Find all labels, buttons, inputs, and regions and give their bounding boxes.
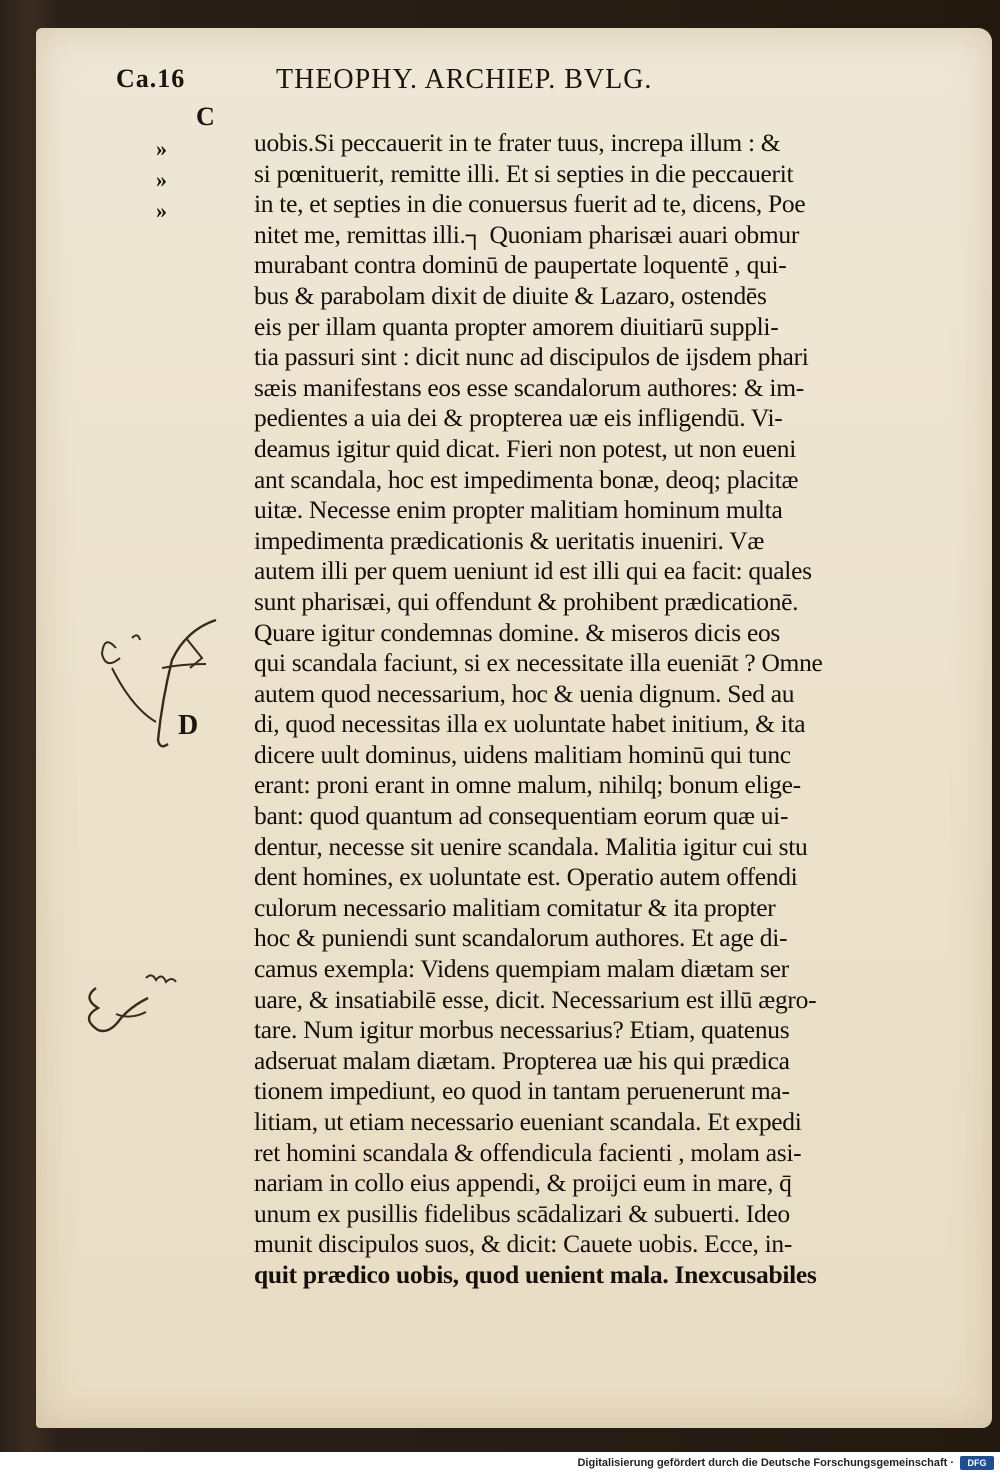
text-line: si pœnituerit, remitte illi. Et si septies in die peccauerit [254,158,794,188]
text-line: qui scandala faciunt, si ex necessitate illa eueniāt ? Omne [254,648,823,678]
text-line: di, quod necessitas illa ex uoluntate habet initium, & ita [254,709,806,739]
book-page [36,28,992,1428]
text-line: dentur, necesse sit uenire scandala. Malitia igitur cui stu [254,831,808,861]
text-line: ret homini scandala & offendicula facienti , molam asi- [254,1137,802,1167]
text-line: tare. Num igitur morbus necessarius? Etiam, quatenus [254,1015,790,1045]
chapter-number: Ca.16 [116,64,186,93]
quote-mark-1: » [156,136,167,161]
text-line: dicere uult dominus, uidens malitiam hominū qui tunc [254,739,791,769]
text-line: pedientes a uia dei & propterea uæ eis infligendū. Vi- [254,403,783,433]
text-line: uare, & insatiabilē esse, dicit. Necessarium est illū ægro- [254,984,817,1014]
text-line: Quare igitur condemnas domine. & miseros dicis eos [254,617,781,647]
dfg-credit-text: Digitalisierung gefördert durch die Deutsche Forschungsgemeinschaft · [577,1457,954,1469]
text-line: in te, et septies in die conuersus fuerit ad te, dicens, Poe [254,189,806,219]
text-line: culorum necessario malitiam comitatur & ita propter [254,892,776,922]
text-line: bant: quod quantum ad consequentiam eorum quæ ui- [254,801,789,831]
text-line: sæis manifestans eos esse scandalorum authores: & im- [254,372,804,402]
text-line: quit prædico uobis, quod uenient mala. Inexcusabiles [254,1259,817,1289]
handwritten-bracket-annotation [76,608,256,758]
text-line: ant scandala, hoc est impedimenta bonæ, deoq; placitæ [254,464,799,494]
text-line: camus exempla: Videns quempiam malam diætam ser [254,954,789,984]
margin-initial-d: D [178,710,199,741]
text-line: eis per illam quanta propter amorem diuitiarū suppli- [254,311,779,341]
margin-initial-c: C [196,102,215,131]
text-line: tionem impediunt, eo quod in tantam peruenerunt ma- [254,1076,790,1106]
text-line: uobis.Si peccauerit in te frater tuus, increpa illum : & [254,128,781,157]
quote-mark-3: » [156,198,167,223]
text-line: sunt pharisæi, qui offendunt & prohibent prædicationē. [254,586,799,616]
text-line: deamus igitur quid dicat. Fieri non potest, ut non eueni [254,433,796,463]
text-line: nariam in collo eius appendi, & proijci eum in mare, q̄ [254,1168,792,1198]
text-line: hoc & puniendi sunt scandalorum authores. Et age di- [254,923,788,953]
text-line: dent homines, ex uoluntate est. Operatio autem offendi [254,862,798,892]
text-line: uitæ. Necesse enim propter malitiam hominum multa [254,495,783,525]
dfg-logo: DFG [960,1456,994,1470]
text-line: nitet me, remittas illi.┐ Quoniam pharisæi auari obmur [254,219,800,249]
text-line: litiam, ut etiam necessario eueniant scandala. Et expedi [254,1107,802,1136]
text-line: autem quod necessarium, hoc & uenia dignum. Sed au [254,678,795,708]
text-line: tia passuri sint : dicit nunc ad discipulos de ijsdem phari [254,342,809,372]
text-line: murabant contra dominū de paupertate loquentē , qui- [254,250,787,280]
text-line: autem illi per quem ueniunt id est illi qui ea facit: quales [254,556,812,586]
text-line: erant: proni erant in omne malum, nihilq; bonum elige- [254,770,801,800]
quote-mark-2: » [156,167,167,192]
text-line: bus & parabolam dixit de diuite & Lazaro, ostendēs [254,280,767,310]
handwritten-et-annotation [76,968,186,1038]
digitization-credit-bar [0,1452,1000,1474]
text-line: unum ex pusillis fidelibus scādalizari & subuerti. Ideo [254,1198,790,1228]
body-text [254,128,944,1291]
text-line: impedimenta prædicationis & ueritatis inueniri. Væ [254,525,765,555]
text-line: munit discipulos suos, & dicit: Cauete uobis. Ecce, in- [254,1229,793,1259]
running-head: THEOPHY. ARCHIEP. BVLG. [276,64,653,95]
text-line: adseruat malam diætam. Propterea uæ his qui prædica [254,1045,790,1075]
